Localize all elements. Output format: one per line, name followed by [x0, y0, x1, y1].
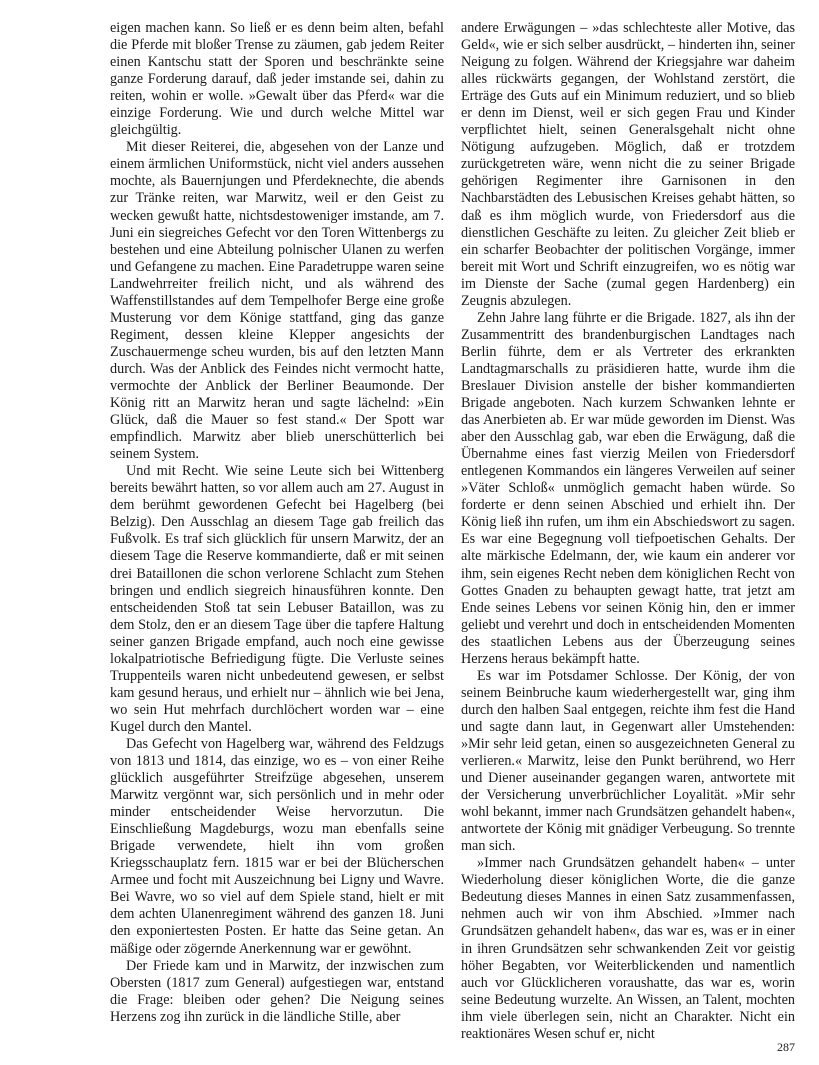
paragraph: Zehn Jahre lang führte er die Brigade. 1827, als ihn der Zusammentritt des brandenburgischen Landtages nach Berlin führte, dem er als Vertreter des erkrankten Landtagmarschalls zu präsidieren hatte, wurde ihm die Breslauer Division anstelle der bisher kommandierten Brigade angeboten. Nach kurzem Schwanken lehnte er das Anerbieten ab. Er war müde geworden im Dienst. Was aber den Ausschlag gab, war eben die Erwägung, daß die Übernahme eines fast vierzig Meilen von Friedersdorf entlegenen Kommandos ein längeres Verweilen auf seiner »Väter Schloß« unmöglich gemacht haben würde. So forderte er denn seinen Abschied und erhielt ihn. Der König ließ ihn rufen, um ihm ein Abschiedswort zu sagen. Es war eine Begegnung voll tiefpoetischen Gehalts. Der alte märkische Edelmann, der, wie kaum ein anderer vor ihm, sein eigenes Recht neben dem königlichen Recht von Gottes Gnaden zu behaupten gewagt hatte, trat jetzt am Ende seines Lebens vor seinen König hin, den er immer geliebt und verehrt und doch in entscheidenden Momenten des staatlichen Lebens aus der Überzeugung seines Herzens heraus bekämpft hatte. — [461, 309, 795, 667]
paragraph: Es war im Potsdamer Schlosse. Der König, der von seinem Beinbruche kaum wiederhergestellt war, ging ihm durch den halben Saal entgegen, reichte ihm fest die Hand und sagte dann laut, in Gegenwart aller Umstehenden: »Mir sehr leid getan, einen so ausgezeichneten General zu verlieren.« Marwitz, leise den Punkt berührend, wo Herr und Diener auseinander gegangen waren, antwortete mit der Versicherung unverbrüchlicher Loyalität. »Mir sehr wohl bekannt, immer nach Grundsätzen gehandelt haben«, antwortete der König mit gnädiger Verbeugung. So trennte man sich. — [461, 667, 795, 855]
paragraph: Der Friede kam und in Marwitz, der inzwischen zum Obersten (1817 zum General) aufgestiegen war, entstand die Frage: bleiben oder gehen? Die Neigung seines Herzens zog ihn zurück in die ländliche Stille, aber — [110, 957, 444, 1025]
paragraph: eigen machen kann. So ließ er es denn beim alten, befahl die Pferde mit bloßer Trense zu zäumen, gab jedem Reiter einen Kantschu statt der Sporen und beschränkte seine ganze Forderung darauf, daß jeder imstande sei, dahin zu reiten, wohin er wolle. »Gewalt über das Pferd« war die einzige Forderung. Wie und durch welche Mittel war gleichgültig. — [110, 20, 444, 139]
page-number: 287 — [777, 1040, 795, 1054]
paragraph: Und mit Recht. Wie seine Leute sich bei Wittenberg bereits bewährt hatten, so vor allem auch am 27. August in dem berühmt gewordenen Gefecht bei Hagelberg (bei Belzig). Den Ausschlag an diesem Tage gab freilich das Fußvolk. Es traf sich glücklich für unsern Marwitz, der an diesem Tage die Reserve kommandierte, daß er mit seinen drei Bataillonen die schon verlorene Schlacht zum Stehen bringen und endlich siegreich hinausführen konnte. Den entscheidenden Stoß tat sein Lebuser Bataillon, was zu dem Stolz, den er an diesem Tage über die tapfere Haltung seiner ganzen Brigade empfand, auch noch eine gewisse lokalpatriotische Befriedigung fügte. Die Verluste seines Truppenteils waren nicht unbedeutend gewesen, er selbst kam gesund heraus, und erhielt nur – ähnlich wie bei Jena, wo sein Hut mehrfach durchlöchert worden war – eine Kugel durch den Mantel. — [110, 463, 444, 735]
left-column — [110, 20, 444, 1026]
paragraph: Das Gefecht von Hagelberg war, während des Feldzugs von 1813 und 1814, das einzige, wo es – von einer Reihe glücklich ausgeführter Streifzüge abgesehen, unserem Marwitz vergönnt war, sich persönlich und in mehr oder minder entscheidender Weise hervorzutun. Die Einschließung Magdeburgs, wozu man ebenfalls seine Brigade verwendete, hielt ihn vom großen Kriegsschauplatz fern. 1815 war er bei der Blücherschen Armee und focht mit Auszeichnung bei Ligny und Wavre. Bei Wavre, wo so viel auf dem Spiele stand, hielt er mit dem achten Ulanenregiment während des ganzen 18. Juni den exponiertesten Posten. Er hatte das Seine getan. An mäßige oder zögernde Anerkennung war er gewöhnt. — [110, 735, 444, 957]
paragraph: andere Erwägungen – »das schlechteste aller Motive, das Geld«, wie er sich selber ausdrückt, – hinderten ihn, seiner Neigung zu folgen. Während der Kriegsjahre war daheim alles rückwärts gegangen, der Wohlstand zerstört, die Erträge des Guts auf ein Minimum reduziert, und so blieb er denn im Dienst, weil er sich gegen Frau und Kinder verpflichtet hielt, seinen Generalsgehalt nicht ohne Nötigung aufzugeben. Möglich, daß er trotzdem zurückgetreten wäre, wenn nicht die zu seiner Brigade gehörigen Regimenter ihre Garnisonen in den Nachbarstädten des Lebusischen Kreises gehabt hätten, so daß es ihm möglich wurde, von Friedersdorf aus die dienstlichen Geschäfte zu leiten. Zu gleicher Zeit blieb er ein scharfer Beobachter der politischen Vorgänge, immer bereit mit Wort und Schrift einzugreifen, wo es nötig war im Dienste der Sache (zumal gegen Hardenberg) ein Zeugnis abzulegen. — [461, 20, 795, 309]
right-column — [461, 20, 795, 1043]
paragraph: Mit dieser Reiterei, die, abgesehen von der Lanze und einem ärmlichen Uniformstück, nicht viel anders aussehen mochte, als Bauernjungen und Pferdeknechte, die abends zur Tränke reiten, war Marwitz, weil er den Geist zu wecken gewußt hatte, nichtsdestoweniger imstande, am 7. Juni ein siegreiches Gefecht vor den Toren Wittenbergs zu bestehen und eine Abteilung polnischer Ulanen zu werfen und Gefangene zu machen. Eine Paradetruppe waren seine Landwehrreiter freilich nicht, und als während des Waffenstillstandes auf dem Tempelhofer Berge eine große Musterung vor dem Könige stattfand, ging das ganze Regiment, dessen kleine Klepper angesichts der Zuschauermenge scheu wurden, bis auf den letzten Mann durch. Was der Anblick des Feindes nicht vermocht hatte, vermochte der Anblick der Berliner Beaumonde. Der König ritt an Marwitz heran und sagte lächelnd: »Ein Glück, daß die Mauer so fest stand.« Der Spott war empfindlich. Marwitz aber blieb unerschütterlich bei seinem System. — [110, 139, 444, 463]
paragraph: »Immer nach Grundsätzen gehandelt haben« – unter Wiederholung dieser königlichen Worte, die die ganze Bedeutung dieses Mannes in einen Satz zusammenfassen, nehmen auch wir von ihm Abschied. »Immer nach Grundsätzen gehandelt haben«, das war es, was er in einer in ihren Grundsätzen sehr schwankenden Zeit vor geistig höher Begabten, vor Weiterblickenden und namentlich auch vor Glücklicheren voraushatte, das war es, worin seine Bedeutung wurzelte. An Wissen, an Talent, mochten ihm viele überlegen sein, nicht an Charakter. Nicht ein reaktionäres Wesen schuf er, nicht — [461, 855, 795, 1042]
